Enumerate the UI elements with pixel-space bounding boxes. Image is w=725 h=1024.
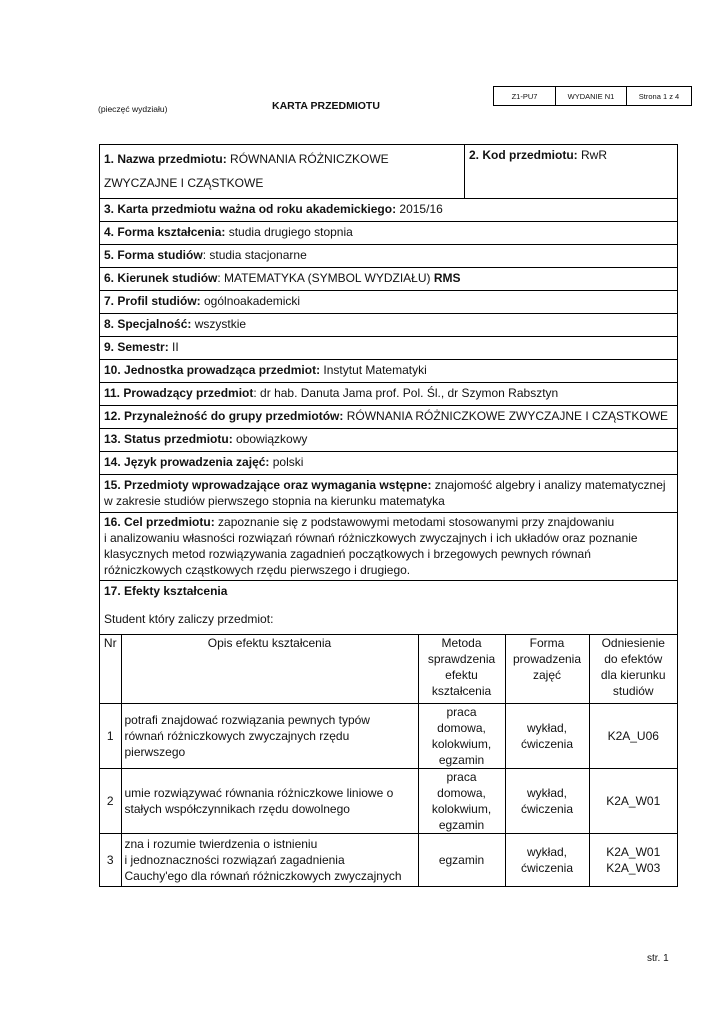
course-code-cell	[465, 145, 677, 198]
semester-row	[100, 337, 677, 360]
prerequisites-row	[100, 475, 677, 513]
course-code-label: 2. Kod przedmiotu:	[469, 148, 578, 162]
row-nr: 2	[100, 769, 121, 834]
lecturer-row	[100, 383, 677, 406]
unit-label: 10. Jednostka prowadząca przedmiot:	[104, 363, 321, 377]
page-number: str. 1	[647, 953, 669, 964]
course-goal-line: klasycznych metod rozwiązywania zagadnień początkowych i brzegowych pewnych równań	[104, 547, 591, 561]
language-label: 14. Język prowadzenia zajęć:	[104, 455, 270, 469]
specialty-label: 8. Specjalność:	[104, 317, 192, 331]
unit-row	[100, 360, 677, 383]
study-profile-label: 7. Profil studiów:	[104, 294, 201, 308]
row-form: wykład, ćwiczenia	[505, 704, 589, 769]
row-reference: K2A_W01 K2A_W03	[589, 834, 677, 887]
edition-label: WYDANIE N1	[556, 87, 627, 106]
course-group-value: RÓWNANIA RÓŻNICZKOWE ZWYCZAJNE I CZĄSTKOWE	[343, 409, 669, 423]
specialty-row	[100, 314, 677, 337]
language-value: polski	[269, 455, 304, 469]
course-status-row	[100, 429, 677, 452]
unit-value: Instytut Matematyki	[320, 363, 427, 377]
page-count-label: Strona 1 z 4	[627, 87, 692, 106]
education-form-row	[100, 222, 677, 245]
course-status-value: obowiązkowy	[232, 432, 308, 446]
header-nr: Nr	[100, 635, 121, 704]
language-row	[100, 452, 677, 475]
field-of-study-row	[100, 268, 677, 291]
row-reference: K2A_U06	[589, 704, 677, 769]
education-form-label: 4. Forma kształcenia:	[104, 225, 226, 239]
prerequisites-value: znajomość algebry i analizy matematycznej w zakresie studiów pierwszego stopnia na kierunku matematyka	[104, 478, 666, 508]
row-reference: K2A_W01	[589, 769, 677, 834]
course-goal-line: różniczkowych cząstkowych rzędu pierwszego i drugiego.	[104, 563, 411, 577]
valid-from-label: 3. Karta przedmiotu ważna od roku akademickiego:	[104, 202, 397, 216]
document-title: KARTA PRZEDMIOTU	[272, 100, 380, 112]
course-name-label: 1. Nazwa przedmiotu:	[104, 152, 227, 166]
course-status-label: 13. Status przedmiotu:	[104, 432, 233, 446]
education-form-value: studia drugiego stopnia	[225, 225, 353, 239]
row-description: zna i rozumie twierdzenia o istnieniu i jednoznaczności rozwiązań zagadnienia Cauchy'ego dla równań różniczkowych zwyczajnych	[121, 834, 418, 887]
course-goal-line: i analizowaniu własności rozwiązań równań różniczkowych zwyczajnych i ich układów oraz poznanie	[104, 531, 638, 545]
course-name-cell	[100, 145, 465, 198]
faculty-symbol: RMS	[433, 271, 461, 285]
study-form-row	[100, 245, 677, 268]
semester-label: 9. Semestr:	[104, 340, 169, 354]
table-row	[100, 834, 677, 887]
faculty-stamp-label: (pieczęć wydziału)	[98, 104, 168, 114]
header-method: Metoda sprawdzenia efektu kształcenia	[418, 635, 505, 704]
lecturer-label: 11. Prowadzący przedmiot	[104, 386, 254, 400]
semester-value: II	[168, 340, 179, 354]
row-description: potrafi znajdować rozwiązania pewnych typów równań różniczkowych zwyczajnych rzędu pierwszego	[121, 704, 418, 769]
lecturer-value: : dr hab. Danuta Jama prof. Pol. Śl., dr Szymon Rabsztyn	[253, 386, 559, 400]
prerequisites-label: 15. Przedmioty wprowadzające oraz wymagania wstępne:	[104, 478, 432, 492]
header-reference: Odniesienie do efektów dla kierunku studiów	[589, 635, 677, 704]
course-goal-row	[100, 513, 677, 581]
course-group-row	[100, 406, 677, 429]
row-method: egzamin	[418, 834, 505, 887]
row-form: wykład, ćwiczenia	[505, 769, 589, 834]
course-card-form	[99, 144, 678, 887]
valid-from-value: 2015/16	[396, 202, 443, 216]
header-form: Forma prowadzenia zajęć	[505, 635, 589, 704]
study-profile-row	[100, 291, 677, 314]
course-code-value: RwR	[577, 148, 608, 162]
study-form-label: 5. Forma studiów	[104, 248, 203, 262]
learning-outcomes-heading: 17. Efekty kształcenia	[104, 584, 228, 598]
outcomes-header-row	[100, 635, 677, 704]
form-code: Z1-PU7	[494, 87, 556, 106]
table-row	[100, 704, 677, 769]
valid-from-row	[100, 199, 677, 222]
header-description: Opis efektu kształcenia	[121, 635, 418, 704]
course-goal-label: 16. Cel przedmiotu:	[104, 515, 215, 529]
student-intro: Student który zaliczy przedmiot:	[100, 603, 677, 635]
row-nr: 3	[100, 834, 121, 887]
learning-outcomes-table	[100, 635, 677, 887]
document-meta-table	[493, 86, 692, 106]
course-name-code-row	[100, 145, 677, 199]
row-nr: 1	[100, 704, 121, 769]
table-row	[100, 769, 677, 834]
row-description: umie rozwiązywać równania różniczkowe liniowe o stałych współczynnikach rzędu dowolnego	[121, 769, 418, 834]
course-group-label: 12. Przynależność do grupy przedmiotów:	[104, 409, 344, 423]
row-method: praca domowa, kolokwium, egzamin	[418, 769, 505, 834]
specialty-value: wszystkie	[191, 317, 247, 331]
study-profile-value: ogólnoakademicki	[200, 294, 301, 308]
study-form-value: : studia stacjonarne	[202, 248, 307, 262]
row-form: wykład, ćwiczenia	[505, 834, 589, 887]
field-of-study-value: : MATEMATYKA (SYMBOL WYDZIAŁU)	[217, 271, 434, 285]
field-of-study-label: 6. Kierunek studiów	[104, 271, 218, 285]
course-goal-line: zapoznanie się z podstawowymi metodami stosowanymi przy znajdowaniu	[214, 515, 615, 529]
course-name-value: RÓWNANIA RÓŻNICZKOWE ZWYCZAJNE I CZĄSTKOWE	[104, 152, 389, 190]
row-method: praca domowa, kolokwium, egzamin	[418, 704, 505, 769]
